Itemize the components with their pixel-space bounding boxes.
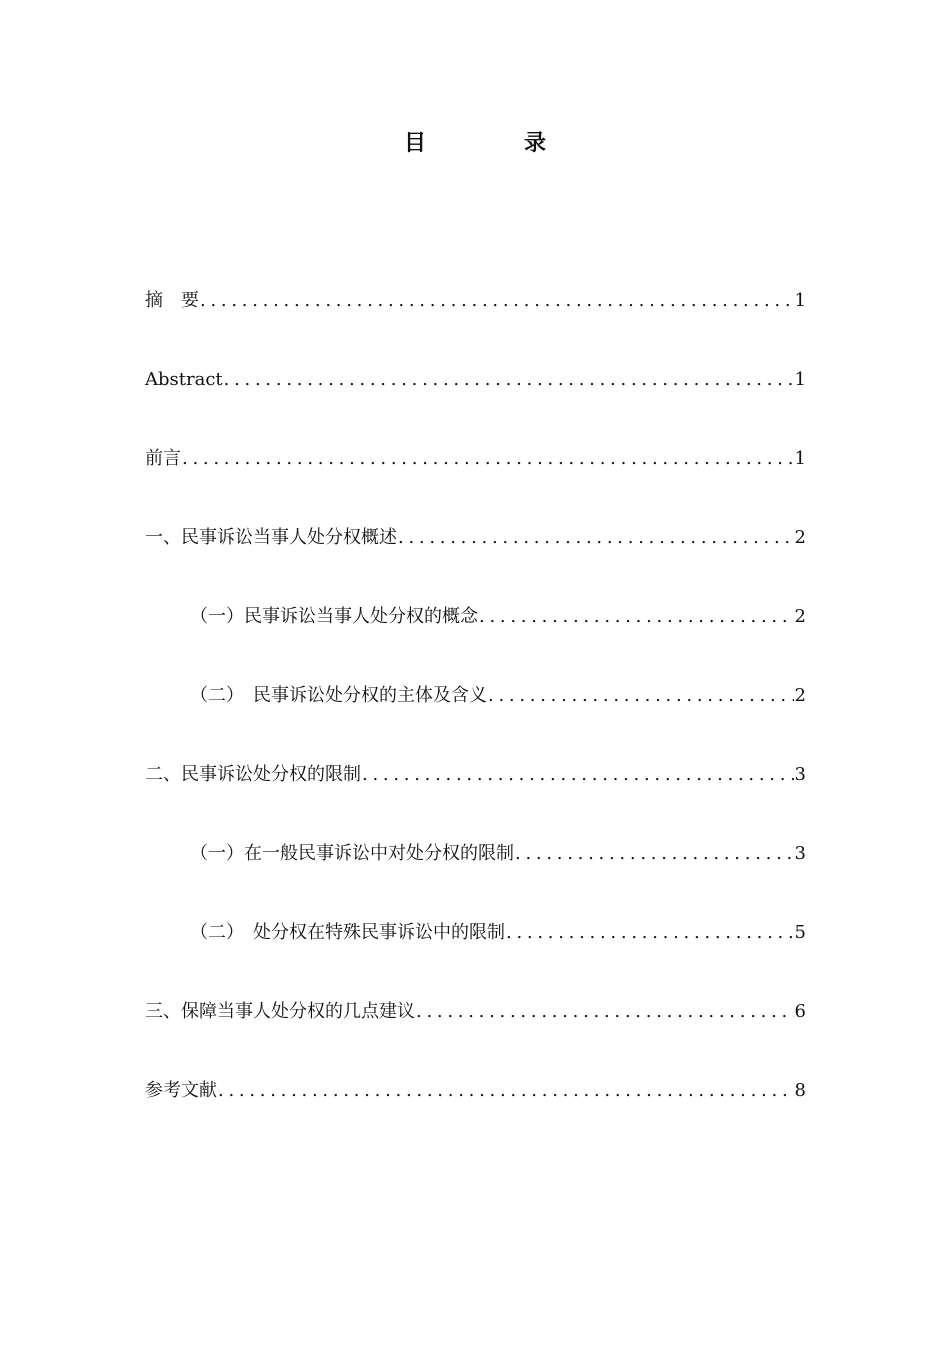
toc-entry-label: 三、保障当事人处分权的几点建议 xyxy=(145,990,415,1034)
toc-entry-chapter-2-2[interactable] xyxy=(145,911,806,990)
toc-entry-label: 前言 xyxy=(145,437,181,481)
toc-dot-leader xyxy=(478,595,794,639)
toc-entry-abstract-cn[interactable] xyxy=(145,279,806,358)
toc-entry-label: （二） 民事诉讼处分权的主体及含义 xyxy=(190,674,487,718)
toc-entry-chapter-1[interactable] xyxy=(145,516,806,595)
toc-entry-references[interactable] xyxy=(145,1069,806,1148)
toc-entry-label: 摘 要 xyxy=(145,279,199,323)
toc-entry-preface[interactable] xyxy=(145,437,806,516)
toc-page-number: 1 xyxy=(794,369,806,390)
toc-dot-leader xyxy=(223,358,794,402)
toc-page-number: 2 xyxy=(794,685,806,706)
toc-page-number: 3 xyxy=(794,764,806,785)
toc-dot-leader xyxy=(415,990,794,1034)
toc-page-number: 5 xyxy=(794,922,806,943)
toc-entry-label: 一、民事诉讼当事人处分权概述 xyxy=(145,516,397,560)
toc-entry-chapter-2-1[interactable] xyxy=(145,832,806,911)
toc-page-number: 6 xyxy=(794,1001,806,1022)
toc-page-number: 2 xyxy=(794,606,806,627)
toc-dot-leader xyxy=(181,437,794,481)
toc-entry-chapter-1-1[interactable] xyxy=(145,595,806,674)
toc-page-number: 8 xyxy=(794,1080,806,1101)
toc-entry-label: 参考文献 xyxy=(145,1069,217,1113)
toc-entry-label: 二、民事诉讼处分权的限制 xyxy=(145,753,361,797)
toc-page-number: 1 xyxy=(794,448,806,469)
toc-dot-leader xyxy=(217,1069,794,1113)
toc-entry-chapter-1-2[interactable] xyxy=(145,674,806,753)
toc-dot-leader xyxy=(199,279,794,323)
toc-entry-label: （二） 处分权在特殊民事诉讼中的限制 xyxy=(190,911,505,955)
toc-dot-leader xyxy=(361,753,794,797)
toc-entry-label: （一）在一般民事诉讼中对处分权的限制 xyxy=(190,832,514,876)
toc-entry-label: （一）民事诉讼当事人处分权的概念 xyxy=(190,595,478,639)
toc-dot-leader xyxy=(505,911,794,955)
toc-entry-label: Abstract xyxy=(145,358,223,402)
toc-entry-abstract-en[interactable] xyxy=(145,358,806,437)
toc-dot-leader xyxy=(487,674,794,718)
toc-page-number: 3 xyxy=(794,843,806,864)
toc-page-number: 1 xyxy=(794,290,806,311)
toc-entry-chapter-2[interactable] xyxy=(145,753,806,832)
table-of-contents xyxy=(145,279,806,1148)
page-title: 目 录 xyxy=(403,131,584,156)
toc-dot-leader xyxy=(397,516,794,560)
toc-entry-chapter-3[interactable] xyxy=(145,990,806,1069)
toc-dot-leader xyxy=(514,832,794,876)
toc-page-number: 2 xyxy=(794,527,806,548)
